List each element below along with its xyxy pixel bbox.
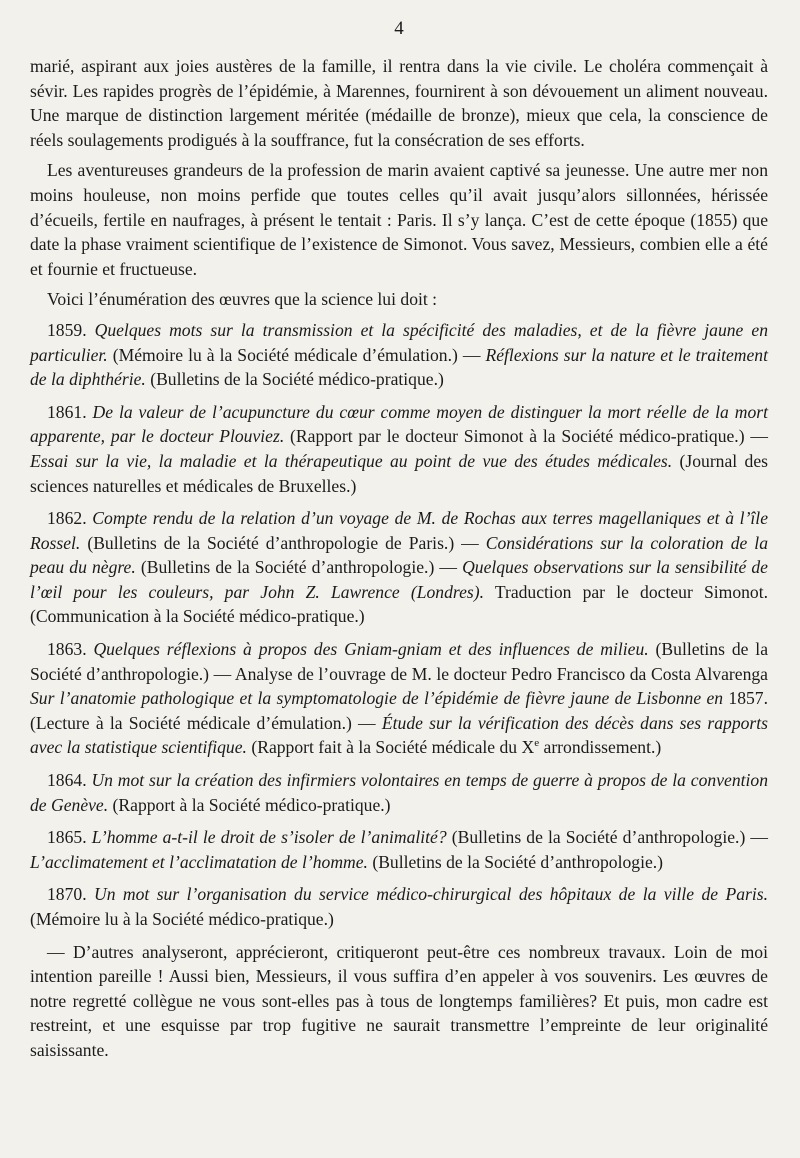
document-body (30, 54, 768, 1063)
text-run: (Bulletins de la Société d’anthropologie.) — (135, 557, 463, 578)
italic-title: Considérations sur la coloration de la peau du nègre. (30, 532, 768, 578)
text-run: (Bulletins de la Société d’anthropologie de Paris.) — (80, 532, 486, 553)
body-paragraph (30, 940, 768, 1063)
text-run: marié, aspirant aux joies austères de la famille, il rentra dans la vie civile. Le choléra commençait à sévir. Les rapides progrès de l’épidémie, à Marennes, fournirent à son dévouement un aliment nouveau. Une marque de distinction largement méritée (médaille de bronze), mieux que cela, la conscience de réels soulagements prodigués à la souffrance, fut la consécration de ses efforts. (30, 56, 768, 150)
bibliography-entry (30, 318, 768, 392)
text-run: 1859. (47, 319, 95, 340)
text-run: 1865. (47, 827, 92, 848)
bibliography-entry (30, 400, 768, 498)
text-run: 1857. (Lecture à la Société médicale d’émulation.) — (30, 688, 768, 733)
page-number: 4 (394, 18, 404, 39)
body-paragraph (30, 158, 768, 281)
italic-title: Réflexions sur la nature et le traitement de la diphthérie. (30, 344, 768, 390)
italic-title: L’acclimatement et l’acclimatation de l’homme. (30, 851, 368, 872)
text-run: (Rapport fait à la Société médicale du X (246, 737, 535, 758)
text-run: (Mémoire lu à la Société médicale d’émulation.) — (107, 344, 486, 365)
bibliography-entry (30, 825, 768, 874)
body-paragraph (30, 287, 768, 312)
body-paragraph (30, 54, 768, 152)
text-run: 1861. (47, 401, 93, 422)
text-run: 1864. (47, 770, 92, 791)
italic-title: Essai sur la vie, la maladie et la thérapeutique au point de vue des études médicales. (30, 450, 673, 471)
text-run: 1862. (47, 508, 93, 529)
italic-title: Un mot sur l’organisation du service médico-chirurgical des hôpitaux de la ville de Paris. (94, 884, 769, 905)
text-run: (Rapport à la Société médico-pratique.) (108, 794, 391, 815)
bibliography-entry (30, 882, 768, 931)
text-run: Les aventureuses grandeurs de la profession de marin avaient captivé sa jeunesse. Une autre mer non moins houleuse, non moins perfide que toutes celles qu’il avait jusqu’alors sillonnées, hérissée d’écueils, fertile en naufrages, à présent le tentait : Paris. Il s’y lança. C’est de cette époque (1855) que date la phase vraiment scientifique de l’existence de Simonot. Vous savez, Messieurs, combien elle a été et fournie et fructueuse. (30, 160, 768, 279)
text-run: (Bulletins de la Société médico-pratique.) (145, 369, 444, 390)
italic-title: Quelques réflexions à propos des Gniam-gniam et des influences de milieu. (93, 639, 649, 660)
text-run: 1863. (47, 639, 94, 660)
text-run: (Rapport par le docteur Simonot à la Société médico-pratique.) — (284, 426, 768, 447)
text-run: e (534, 737, 540, 750)
text-run: (Bulletins de la Société d’anthropologie.) — (446, 827, 769, 848)
text-run: arrondissement.) (539, 737, 662, 758)
text-run: (Mémoire lu à la Société médico-pratique.) (30, 909, 334, 929)
bibliography-entry (30, 637, 768, 760)
italic-title: Quelques observations sur la sensibilité de l’œil pour les couleurs, par John Z. Lawrence (Londres). (30, 557, 768, 602)
text-run: — D’autres analyseront, apprécieront, critiqueront peut-être ces nombreux travaux. Loin de moi intention pareille ! Aussi bien, Messieurs, il vous suffira d’en appeler à vos souvenirs. Les œuvres de notre regretté collègue ne vous sont-elles pas à tous de longtemps familières? Et puis, mon cadre est restreint, et une esquisse par trop fugitive ne saurait transmettre l’empreinte de leur originalité saisissante. (30, 941, 768, 1060)
text-run: (Bulletins de la Société d’anthropologie.) — Analyse de l’ouvrage de M. le docteur Pedro Francisco da Costa Alvarenga (30, 639, 769, 684)
text-run: (Journal des sciences naturelles et médicales de Bruxelles.) (30, 450, 769, 496)
bibliography-entry (30, 768, 768, 817)
italic-title: Quelques mots sur la transmission et la spécificité des maladies, et de la fièvre jaune en particulier. (30, 319, 769, 365)
italic-title: Étude sur la vérification des décès dans ses rapports avec la statistique scientifique. (30, 712, 769, 758)
italic-title: L’homme a-t-il le droit de s’isoler de l’animalité? (91, 827, 447, 848)
italic-title: De la valeur de l’acupuncture du cœur comme moyen de distinguer la mort réelle de la mort apparente, par le docteur Plouviez. (30, 401, 769, 447)
text-run: Voici l’énumération des œuvres que la science lui doit : (47, 289, 438, 310)
text-run: (Bulletins de la Société d’anthropologie.) (367, 851, 664, 872)
italic-title: Sur l’anatomie pathologique et la symptomatologie de l’épidémie de fièvre jaune de Lisbonne en (30, 688, 724, 709)
text-run: 1870. (47, 884, 94, 905)
italic-title: Un mot sur la création des infirmiers volontaires en temps de guerre à propos de la convention de Genève. (30, 770, 768, 815)
italic-title: Compte rendu de la relation d’un voyage de M. de Rochas aux terres magellaniques et à l’île Rossel. (30, 508, 769, 553)
text-run: Traduction par le docteur Simonot. (Communication à la Société médico-pratique.) (30, 581, 768, 627)
bibliography-entry (30, 506, 768, 629)
